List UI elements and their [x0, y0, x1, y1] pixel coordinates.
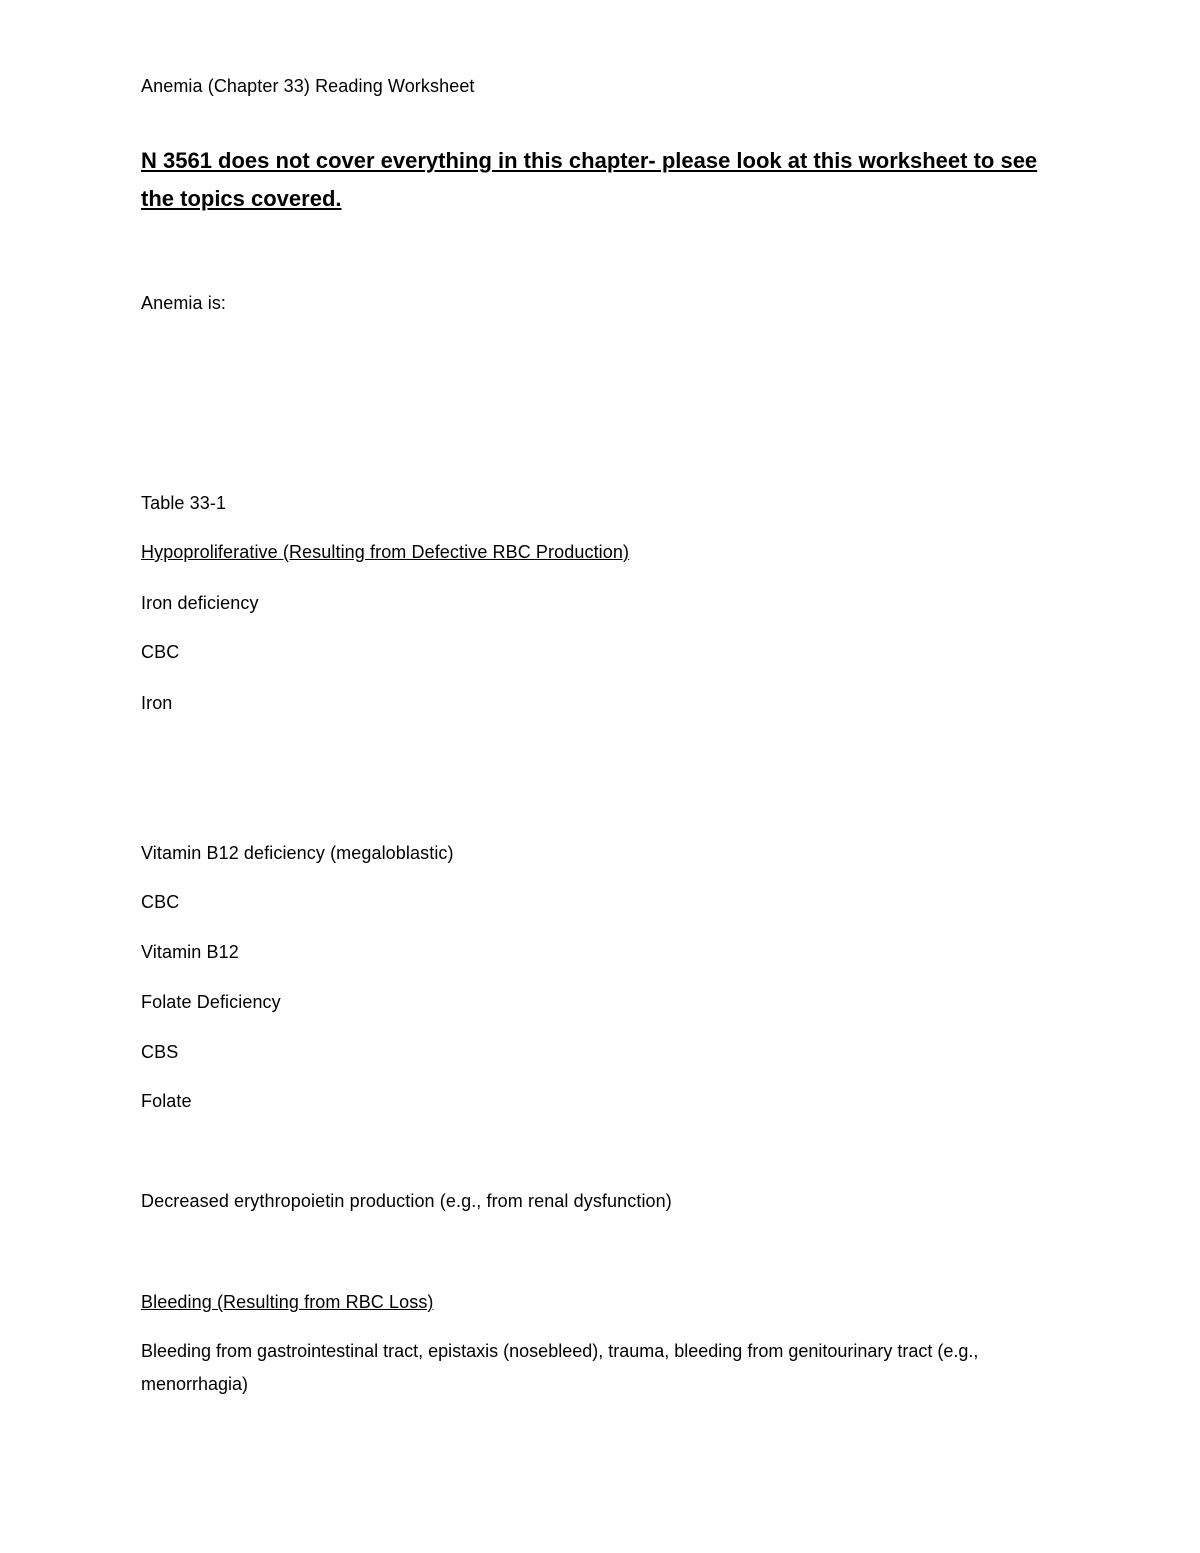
coverage-notice: N 3561 does not cover everything in this chapter- please look at this worksheet to see the topics covered.	[141, 148, 1038, 211]
iron-label: Iron	[141, 693, 173, 713]
bleeding-heading: Bleeding (Resulting from RBC Loss)	[141, 1292, 434, 1312]
b12-deficiency-label: Vitamin B12 deficiency (megaloblastic)	[141, 843, 454, 863]
folate-deficiency-label: Folate Deficiency	[141, 992, 281, 1012]
bleeding-description: Bleeding from gastrointestinal tract, epistaxis (nosebleed), trauma, bleeding from genitourinary tract (e.g., menorrhagia)	[141, 1341, 979, 1394]
folate-label: Folate	[141, 1091, 192, 1111]
b12-cbc-label: CBC	[141, 892, 180, 912]
b12-label: Vitamin B12	[141, 942, 239, 962]
hypoproliferative-heading: Hypoproliferative (Resulting from Defective RBC Production)	[141, 542, 630, 562]
folate-cbs-label: CBS	[141, 1042, 179, 1062]
iron-cbc-label: CBC	[141, 642, 180, 662]
iron-deficiency-label: Iron deficiency	[141, 593, 259, 613]
document-title: Anemia (Chapter 33) Reading Worksheet	[141, 76, 475, 96]
erythropoietin-label: Decreased erythropoietin production (e.g., from renal dysfunction)	[141, 1191, 672, 1211]
table-label: Table 33-1	[141, 493, 227, 513]
anemia-definition-prompt: Anemia is:	[141, 293, 227, 313]
